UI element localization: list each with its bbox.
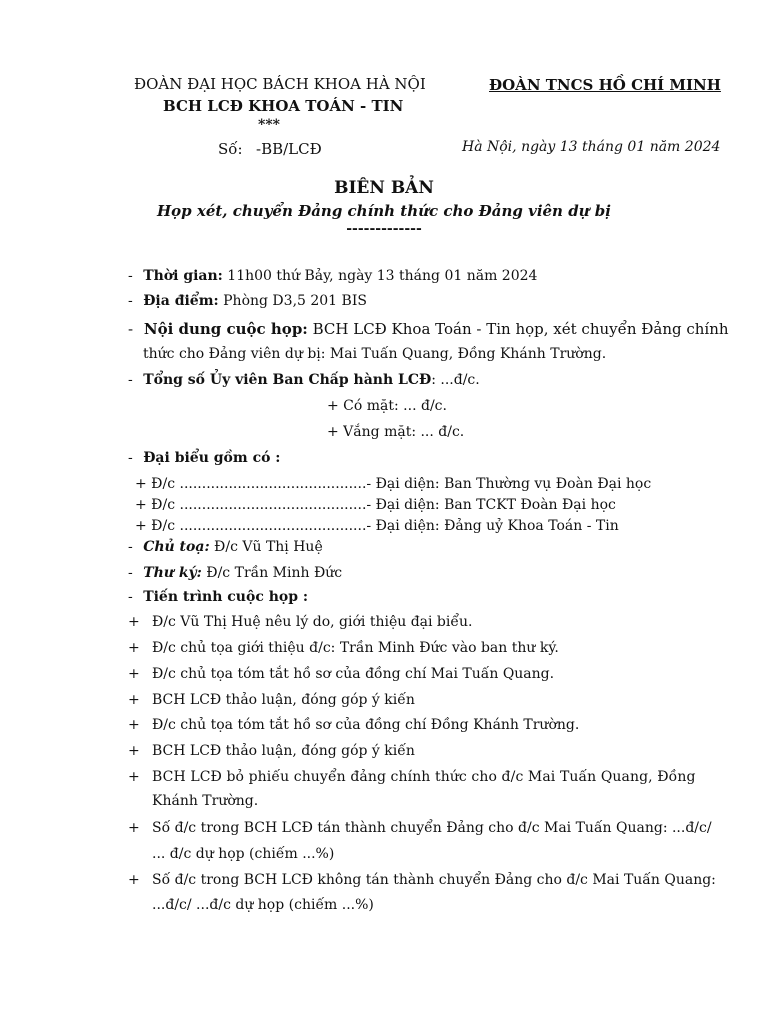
process-item: + xyxy=(128,820,140,836)
content-label: Nội dung cuộc họp: xyxy=(143,320,308,338)
delegate-prefix: + Đ/c .......................................... xyxy=(135,497,367,513)
content-value-1: BCH LCĐ Khoa Toán - Tin họp, xét chuyển Đảng chính xyxy=(307,320,729,338)
process-item: + BCH LCĐ thảo luận, đóng góp ý kiến xyxy=(128,692,415,708)
chair: - Chủ toạ: Đ/c Vũ Thị Huệ xyxy=(128,539,323,555)
delegate-item xyxy=(135,518,619,534)
members-value: : ...đ/c. xyxy=(431,372,480,388)
process-item: + xyxy=(128,872,140,888)
delegate-item xyxy=(135,476,651,492)
delegates-label: Đại biểu gồm có : xyxy=(143,450,281,466)
info-time: - Thời gian: 11h00 thứ Bảy, ngày 13 tháng 01 năm 2024 xyxy=(128,268,538,284)
members-absent: + Vắng mặt: ... đ/c. xyxy=(327,424,465,440)
process-item: + xyxy=(128,769,140,785)
org-left-line2: BCH LCĐ KHOA TOÁN - TIN xyxy=(163,97,404,115)
content-value-2: thức cho Đảng viên dự bị: Mai Tuấn Quang, Đồng Khánh Trường. xyxy=(143,346,607,362)
process-item: + Đ/c chủ tọa tóm tắt hồ sơ của đồng chí Đồng Khánh Trường. xyxy=(128,717,580,733)
document-number-label: Số: xyxy=(218,140,243,158)
document-date: Hà Nội, ngày 13 tháng 01 năm 2024 xyxy=(462,139,721,155)
delegate-prefix: + Đ/c .......................................... xyxy=(135,476,367,492)
process-item-line1: Số đ/c trong BCH LCĐ không tán thành chuyển Đảng cho đ/c Mai Tuấn Quang: xyxy=(152,872,716,888)
place-label: Địa điểm: xyxy=(143,293,219,309)
document-title: BIÊN BẢN xyxy=(334,178,434,198)
process-item: + Đ/c chủ tọa tóm tắt hồ sơ của đồng chí Mai Tuấn Quang. xyxy=(128,666,555,682)
chair-label: Chủ toạ: xyxy=(143,539,210,555)
secretary-value: Đ/c Trần Minh Đức xyxy=(201,565,343,581)
secretary: - Thư ký: Đ/c Trần Minh Đức xyxy=(128,565,343,581)
document-subtitle: Họp xét, chuyển Đảng chính thức cho Đảng viên dự bị xyxy=(157,202,611,220)
info-members: - Tổng số Ủy viên Ban Chấp hành LCĐ: ...đ/c. xyxy=(128,372,480,388)
process-item-line2: ... đ/c dự họp (chiếm ...%) xyxy=(152,846,335,862)
chair-value: Đ/c Vũ Thị Huệ xyxy=(209,539,323,555)
delegate-item xyxy=(135,497,616,513)
delegate-prefix: + Đ/c .......................................... xyxy=(135,518,367,534)
info-content: - Nội dung cuộc họp: BCH LCĐ Khoa Toán - Tin họp, xét chuyển Đảng chính xyxy=(128,320,729,338)
time-value: 11h00 thứ Bảy, ngày 13 tháng 01 năm 2024 xyxy=(222,268,538,284)
title-rule: ------------- xyxy=(346,221,422,237)
header-stars: *** xyxy=(258,117,280,133)
delegate-role: - Đại diện: Ban Thường vụ Đoàn Đại học xyxy=(366,476,652,492)
org-right: ĐOÀN TNCS HỒ CHÍ MINH xyxy=(489,76,721,94)
place-value: Phòng D3,5 201 BIS xyxy=(218,293,367,309)
org-left-line1: ĐOÀN ĐẠI HỌC BÁCH KHOA HÀ NỘI xyxy=(134,75,426,93)
members-label: Tổng số Ủy viên Ban Chấp hành LCĐ xyxy=(143,372,432,388)
process-item-line2: Khánh Trường. xyxy=(152,793,259,809)
process-item: + BCH LCĐ thảo luận, đóng góp ý kiến xyxy=(128,743,415,759)
process-item: + Đ/c chủ tọa giới thiệu đ/c: Trần Minh Đức vào ban thư ký. xyxy=(128,640,559,656)
process-item-line1: Số đ/c trong BCH LCĐ tán thành chuyển Đảng cho đ/c Mai Tuấn Quang: ...đ/c/ xyxy=(152,820,712,836)
delegate-role: - Đại diện: Đảng uỷ Khoa Toán - Tin xyxy=(366,518,619,534)
secretary-label: Thư ký: xyxy=(143,565,202,581)
process-item-line1: BCH LCĐ bỏ phiếu chuyển đảng chính thức cho đ/c Mai Tuấn Quang, Đồng xyxy=(152,769,696,785)
process-heading: - Tiến trình cuộc họp : xyxy=(128,589,309,605)
process-item: + Đ/c Vũ Thị Huệ nêu lý do, giới thiệu đại biểu. xyxy=(128,614,473,630)
delegate-role: - Đại diện: Ban TCKT Đoàn Đại học xyxy=(366,497,616,513)
members-present: + Có mặt: ... đ/c. xyxy=(327,398,447,414)
info-place: - Địa điểm: Phòng D3,5 201 BIS xyxy=(128,293,367,309)
process-label: Tiến trình cuộc họp : xyxy=(143,589,309,605)
process-item-line2: ...đ/c/ ...đ/c dự họp (chiếm ...%) xyxy=(152,897,374,913)
document-number: -BB/LCĐ xyxy=(256,140,322,158)
delegates-heading: - Đại biểu gồm có : xyxy=(128,450,281,466)
time-label: Thời gian: xyxy=(143,268,223,284)
